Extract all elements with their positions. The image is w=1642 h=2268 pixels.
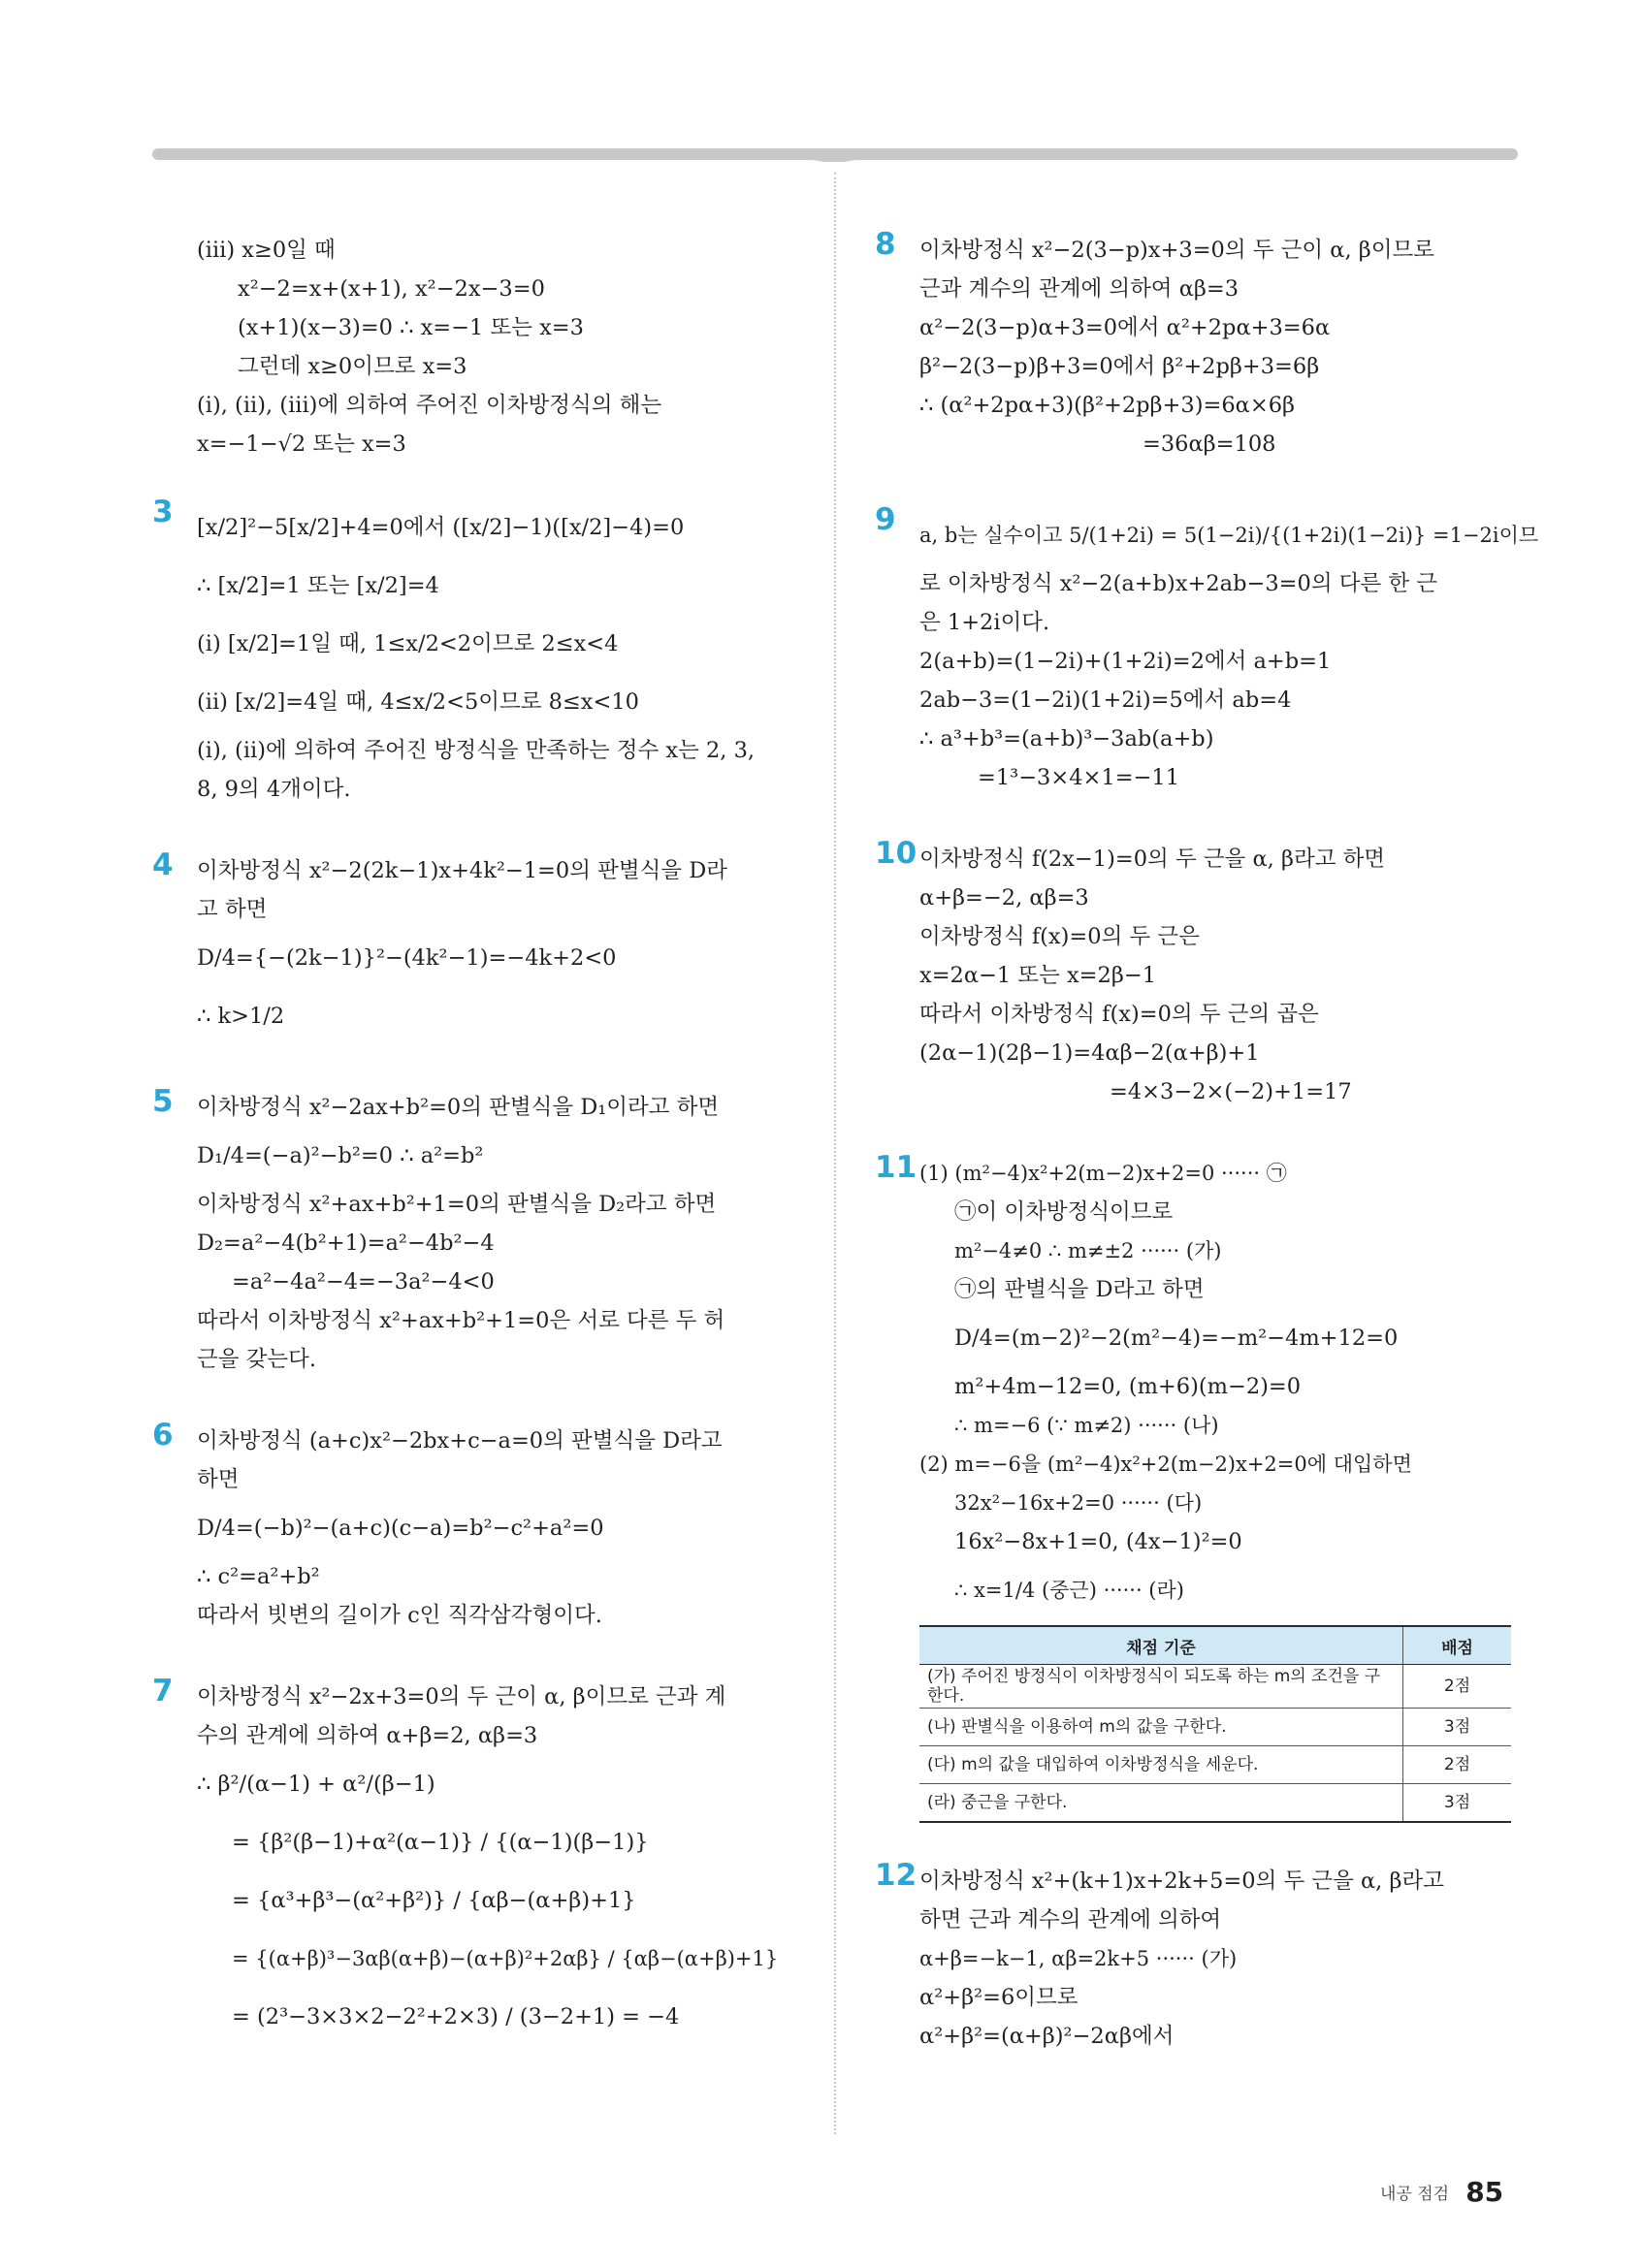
solution-line: x=2α−1 또는 x=2β−1	[919, 963, 1157, 988]
table-cell: (나) 판별식을 이용하여 m의 값을 구한다.	[919, 1709, 1403, 1746]
problem-11	[875, 1150, 1517, 1823]
table-cell: 2점	[1403, 1665, 1512, 1709]
solution-line: β²−2(3−p)β+3=0에서 β²+2pβ+3=6β	[919, 354, 1320, 379]
solution-line: D/4={−(2k−1)}²−(4k²−1)=−4k+2<0	[197, 945, 617, 971]
table-header: 채점 기준	[919, 1626, 1403, 1665]
solution-line: =36αβ=108	[1143, 431, 1276, 457]
problem-6	[152, 1418, 802, 1635]
solution-line: 이차방정식 (a+c)x²−2bx+c−a=0의 판별식을 D라고	[197, 1428, 723, 1453]
solution-line: ∴ m=−6 (∵ m≠2) ······ (나)	[954, 1414, 1219, 1437]
problem-number: 8	[875, 227, 896, 262]
table-row	[919, 1709, 1511, 1746]
solution-line: [x/2]²−5[x/2]+4=0에서 ([x/2]−1)([x/2]−4)=0	[197, 515, 685, 540]
problem-9	[875, 502, 1539, 797]
solution-line: 이차방정식 f(x)=0의 두 근은	[919, 924, 1200, 949]
solution-line: ∴ [x/2]=1 또는 [x/2]=4	[197, 573, 439, 598]
solution-line: x²−2=x+(x+1), x²−2x−3=0	[238, 276, 545, 302]
solution-line: 이차방정식 x²−2ax+b²=0의 판별식을 D₁이라고 하면	[197, 1095, 720, 1120]
problem-10	[875, 836, 1517, 1111]
solution-line: =1³−3×4×1=−11	[978, 765, 1180, 790]
solution-line: 수의 관계에 의하여 α+β=2, αβ=3	[197, 1723, 538, 1748]
solution-line: =4×3−2×(−2)+1=17	[1110, 1079, 1352, 1104]
solution-line: 그런데 x≥0이므로 x=3	[238, 354, 467, 379]
page-footer	[1380, 2176, 1503, 2208]
problem-3	[152, 495, 802, 809]
solution-line: x=−1−√2 또는 x=3	[197, 431, 406, 457]
solution-line: 로 이차방정식 x²−2(a+b)x+2ab−3=0의 다른 한 근	[919, 571, 1437, 596]
section-label: 내공 점검	[1380, 2185, 1450, 2204]
table-cell: 2점	[1403, 1746, 1512, 1784]
solution-line: 이차방정식 x²−2(3−p)x+3=0의 두 근이 α, β이므로	[919, 238, 1434, 263]
solution-line: ∴ β²/(α−1) + α²/(β−1)	[197, 1772, 435, 1797]
solution-line: ㉠이 이차방정식이므로	[954, 1199, 1174, 1225]
problem-number: 11	[875, 1150, 918, 1185]
solution-line: D₁/4=(−a)²−b²=0 ∴ a²=b²	[197, 1143, 484, 1168]
solution-line: α+β=−k−1, αβ=2k+5 ······ (가)	[919, 1947, 1238, 1970]
problem-number: 4	[152, 847, 174, 882]
solution-line: ㉠의 판별식을 D라고 하면	[954, 1277, 1205, 1302]
problem-7	[152, 1674, 802, 2046]
problem-number: 12	[875, 1858, 918, 1893]
solution-line: ∴ k>1/2	[197, 1004, 285, 1029]
solution-line: D₂=a²−4(b²+1)=a²−4b²−4	[197, 1230, 495, 1256]
solution-line: = {β²(β−1)+α²(α−1)} / {(α−1)(β−1)}	[232, 1830, 649, 1855]
right-column	[875, 227, 1539, 2098]
solution-line: 하면	[197, 1467, 240, 1492]
left-column	[152, 231, 802, 2089]
solution-line: ∴ c²=a²+b²	[197, 1564, 320, 1589]
solution-line: m²+4m−12=0, (m+6)(m−2)=0	[954, 1374, 1302, 1399]
solution-line: 근과 계수의 관계에 의하여 αβ=3	[919, 276, 1240, 302]
solution-line: 이차방정식 f(2x−1)=0의 두 근을 α, β라고 하면	[919, 847, 1386, 872]
header-divider-bar	[152, 148, 1518, 162]
problem-number: 5	[152, 1084, 174, 1119]
solution-line: α²+β²=6이므로	[919, 1985, 1079, 2010]
table-cell: 3점	[1403, 1784, 1512, 1823]
problem-number: 10	[875, 836, 918, 871]
solution-line: 32x²−16x+2=0 ······ (다)	[954, 1491, 1203, 1515]
solution-line: 이차방정식 x²+ax+b²+1=0의 판별식을 D₂라고 하면	[197, 1192, 717, 1217]
problem-number: 7	[152, 1674, 174, 1709]
solution-line: 하면 근과 계수의 관계에 의하여	[919, 1907, 1222, 1933]
solution-line: D/4=(−b)²−(a+c)(c−a)=b²−c²+a²=0	[197, 1516, 604, 1541]
solution-line: 따라서 이차방정식 f(x)=0의 두 근의 곱은	[919, 1002, 1319, 1027]
table-row	[919, 1665, 1511, 1709]
solution-line: (i), (ii)에 의하여 주어진 방정식을 만족하는 정수 x는 2, 3,	[197, 738, 756, 763]
table-header: 배점	[1403, 1626, 1512, 1665]
solution-line: 이차방정식 x²−2x+3=0의 두 근이 α, β이므로 근과 계	[197, 1684, 726, 1709]
solution-line: 8, 9의 4개이다.	[197, 777, 351, 802]
problem-number: 3	[152, 495, 174, 529]
solution-line: 따라서 이차방정식 x²+ax+b²+1=0은 서로 다른 두 허	[197, 1308, 725, 1333]
table-cell: (라) 중근을 구한다.	[919, 1784, 1403, 1823]
table-cell: (가) 주어진 방정식이 이차방정식이 되도록 하는 m의 조건을 구한다.	[919, 1665, 1403, 1709]
solution-line: = {α³+β³−(α²+β²)} / {αβ−(α+β)+1}	[232, 1888, 636, 1913]
problem-number: 6	[152, 1418, 174, 1453]
problem-2-continuation	[152, 231, 802, 463]
solution-line: (i) [x/2]=1일 때, 1≤x/2<2이므로 2≤x<4	[197, 631, 619, 656]
solution-line: (iii) x≥0일 때	[197, 238, 336, 263]
solution-line: 근을 갖는다.	[197, 1347, 316, 1372]
solution-line: D/4=(m−2)²−2(m²−4)=−m²−4m+12=0	[954, 1326, 1399, 1351]
solution-line: 이차방정식 x²−2(2k−1)x+4k²−1=0의 판별식을 D라	[197, 858, 727, 883]
solution-line: α²+β²=(α+β)²−2αβ에서	[919, 2024, 1175, 2049]
solution-line: 따라서 빗변의 길이가 c인 직각삼각형이다.	[197, 1603, 602, 1628]
solution-line: 이차방정식 x²+(k+1)x+2k+5=0의 두 근을 α, β라고	[919, 1869, 1444, 1894]
table-cell: 3점	[1403, 1709, 1512, 1746]
solution-line: α²−2(3−p)α+3=0에서 α²+2pα+3=6α	[919, 315, 1331, 340]
solution-line: 2(a+b)=(1−2i)+(1+2i)=2에서 a+b=1	[919, 649, 1332, 674]
solution-line: 은 1+2i이다.	[919, 610, 1050, 635]
solution-line: 고 하면	[197, 897, 268, 922]
table-header-row	[919, 1626, 1511, 1665]
solution-line: (i), (ii), (iii)에 의하여 주어진 이차방정식의 해는	[197, 393, 662, 418]
problem-8	[875, 227, 1517, 463]
column-divider	[834, 173, 836, 2134]
solution-line: = {(α+β)³−3αβ(α+β)−(α+β)²+2αβ} / {αβ−(α+β)+1}	[232, 1947, 779, 1970]
table-row	[919, 1784, 1511, 1823]
solution-line: 16x²−8x+1=0, (4x−1)²=0	[954, 1529, 1242, 1554]
solution-line: = (2³−3×3×2−2²+2×3) / (3−2+1) = −4	[232, 2004, 680, 2029]
problem-5	[152, 1084, 802, 1379]
scoring-table	[919, 1625, 1511, 1823]
solution-line: (2α−1)(2β−1)=4αβ−2(α+β)+1	[919, 1040, 1260, 1066]
problem-12	[875, 1858, 1517, 2056]
table-row	[919, 1746, 1511, 1784]
solution-line: ∴ a³+b³=(a+b)³−3ab(a+b)	[919, 726, 1214, 751]
problem-4	[152, 847, 802, 1045]
solution-line: (x+1)(x−3)=0 ∴ x=−1 또는 x=3	[238, 315, 584, 340]
solution-line: ∴ (α²+2pα+3)(β²+2pβ+3)=6α×6β	[919, 393, 1296, 418]
solution-line: (2) m=−6을 (m²−4)x²+2(m−2)x+2=0에 대입하면	[919, 1453, 1412, 1476]
solution-line: =a²−4a²−4=−3a²−4<0	[232, 1269, 495, 1294]
table-cell: (다) m의 값을 대입하여 이차방정식을 세운다.	[919, 1746, 1403, 1784]
solution-line: α+β=−2, αβ=3	[919, 885, 1089, 910]
solution-line: m²−4≠0 ∴ m≠±2 ······ (가)	[954, 1239, 1222, 1262]
page-number: 85	[1465, 2176, 1504, 2208]
solution-line: ∴ x=1/4 (중근) ······ (라)	[954, 1579, 1184, 1602]
solution-line: (ii) [x/2]=4일 때, 4≤x/2<5이므로 8≤x<10	[197, 689, 639, 715]
solution-line: 2ab−3=(1−2i)(1+2i)=5에서 ab=4	[919, 687, 1292, 713]
solution-line: a, b는 실수이고 5/(1+2i) = 5(1−2i)/{(1+2i)(1−2i)} =1−2i이므	[919, 524, 1539, 547]
solution-line: (1) (m²−4)x²+2(m−2)x+2=0 ······ ㉠	[919, 1162, 1287, 1185]
problem-number: 9	[875, 502, 896, 537]
